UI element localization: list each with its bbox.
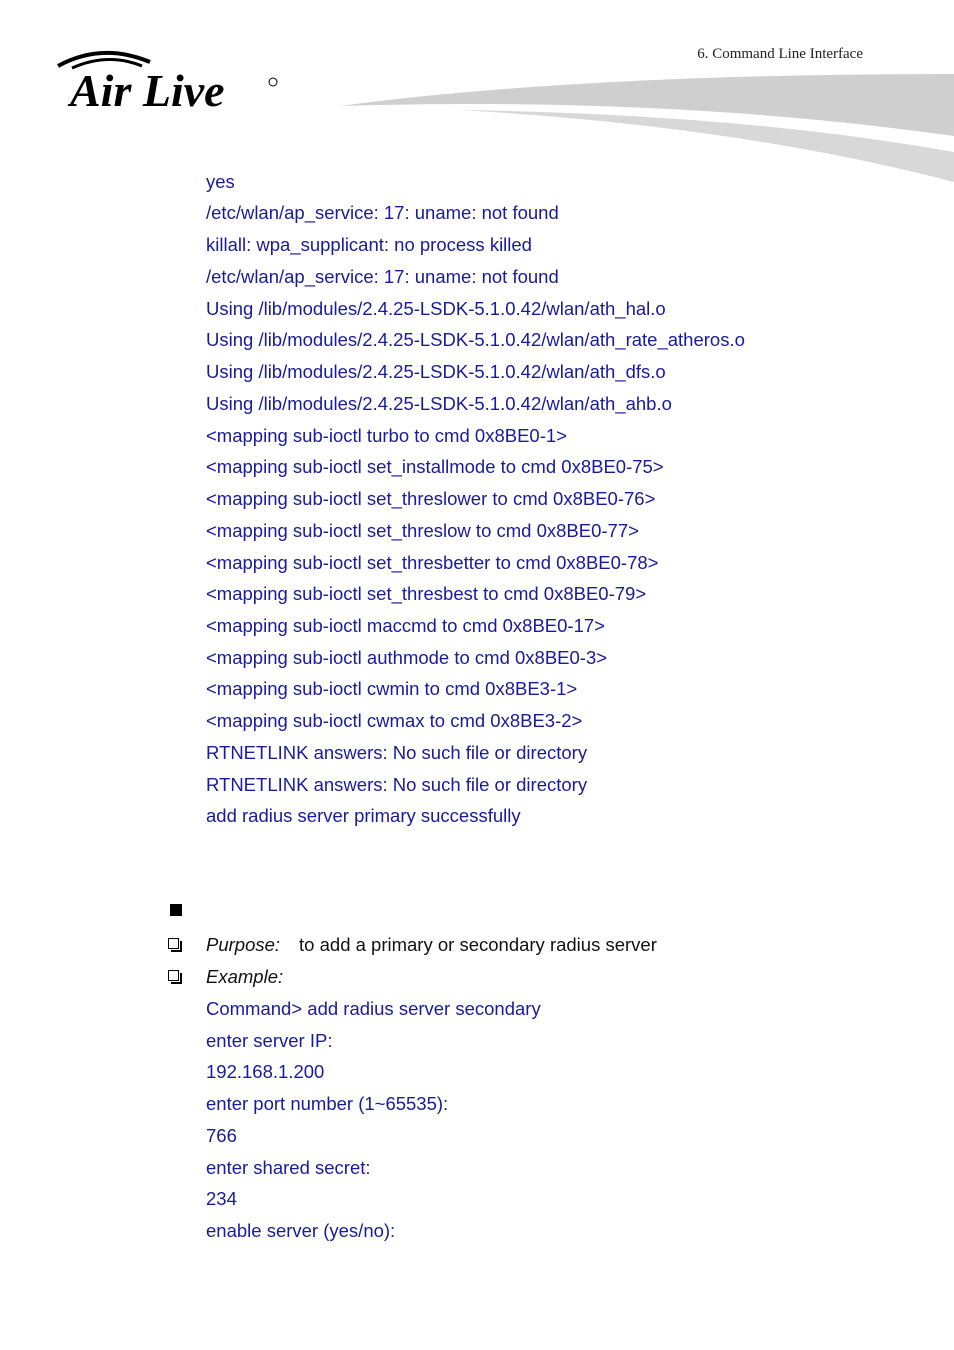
output-line: killall: wpa_supplicant: no process killed xyxy=(206,234,532,255)
example-line: 766 xyxy=(206,1125,237,1146)
example-line: 234 xyxy=(206,1188,237,1209)
airlive-logo xyxy=(52,44,282,114)
example-line: enter server IP: xyxy=(206,1030,333,1051)
output-line: <mapping sub-ioctl set_threslower to cmd 0x8BE0-76> xyxy=(206,488,656,509)
purpose-line xyxy=(206,935,657,955)
section-bullet xyxy=(170,904,182,916)
output-line: <mapping sub-ioctl set_thresbest to cmd 0x8BE0-79> xyxy=(206,583,647,604)
output-line: <mapping sub-ioctl cwmin to cmd 0x8BE3-1> xyxy=(206,678,578,699)
output-line: RTNETLINK answers: No such file or directory xyxy=(206,742,588,763)
output-line: <mapping sub-ioctl set_installmode to cmd 0x8BE0-75> xyxy=(206,456,664,477)
example-line: 192.168.1.200 xyxy=(206,1061,325,1082)
purpose-label: Purpose: xyxy=(206,934,281,955)
output-line: <mapping sub-ioctl cwmax to cmd 0x8BE3-2> xyxy=(206,710,583,731)
output-line: RTNETLINK answers: No such file or directory xyxy=(206,774,588,795)
checkbox-bullet-icon xyxy=(168,938,179,949)
output-line: Using /lib/modules/2.4.25-LSDK-5.1.0.42/wlan/ath_rate_atheros.o xyxy=(206,329,745,350)
output-line: <mapping sub-ioctl set_threslow to cmd 0x8BE0-77> xyxy=(206,520,639,541)
output-line: <mapping sub-ioctl turbo to cmd 0x8BE0-1> xyxy=(206,425,567,446)
example-label xyxy=(206,967,283,987)
output-line: Using /lib/modules/2.4.25-LSDK-5.1.0.42/wlan/ath_dfs.o xyxy=(206,361,666,382)
output-line: <mapping sub-ioctl maccmd to cmd 0x8BE0-17> xyxy=(206,615,605,636)
output-line: add radius server primary successfully xyxy=(206,805,521,826)
output-line: yes xyxy=(206,171,235,192)
output-line: /etc/wlan/ap_service: 17: uname: not found xyxy=(206,266,559,287)
output-line: <mapping sub-ioctl set_thresbetter to cmd 0x8BE0-78> xyxy=(206,552,659,573)
purpose-text: to add a primary or secondary radius server xyxy=(299,934,657,955)
example-label-text: Example: xyxy=(206,966,284,987)
output-line: Using /lib/modules/2.4.25-LSDK-5.1.0.42/wlan/ath_hal.o xyxy=(206,298,666,319)
output-line: Using /lib/modules/2.4.25-LSDK-5.1.0.42/wlan/ath_ahb.o xyxy=(206,393,672,414)
example-line: enter shared secret: xyxy=(206,1157,371,1178)
example-line: enter port number (1~65535): xyxy=(206,1093,449,1114)
example-line: Command> add radius server secondary xyxy=(206,998,541,1019)
example-line: enable server (yes/no): xyxy=(206,1220,396,1241)
svg-text:Air Live: Air Live xyxy=(70,65,225,114)
output-line: /etc/wlan/ap_service: 17: uname: not found xyxy=(206,202,559,223)
header-section-title: 6. Command Line Interface xyxy=(697,46,863,62)
header-swoosh-decoration xyxy=(340,74,954,186)
checkbox-bullet-icon xyxy=(168,970,179,981)
output-line: <mapping sub-ioctl authmode to cmd 0x8BE0-3> xyxy=(206,647,608,668)
